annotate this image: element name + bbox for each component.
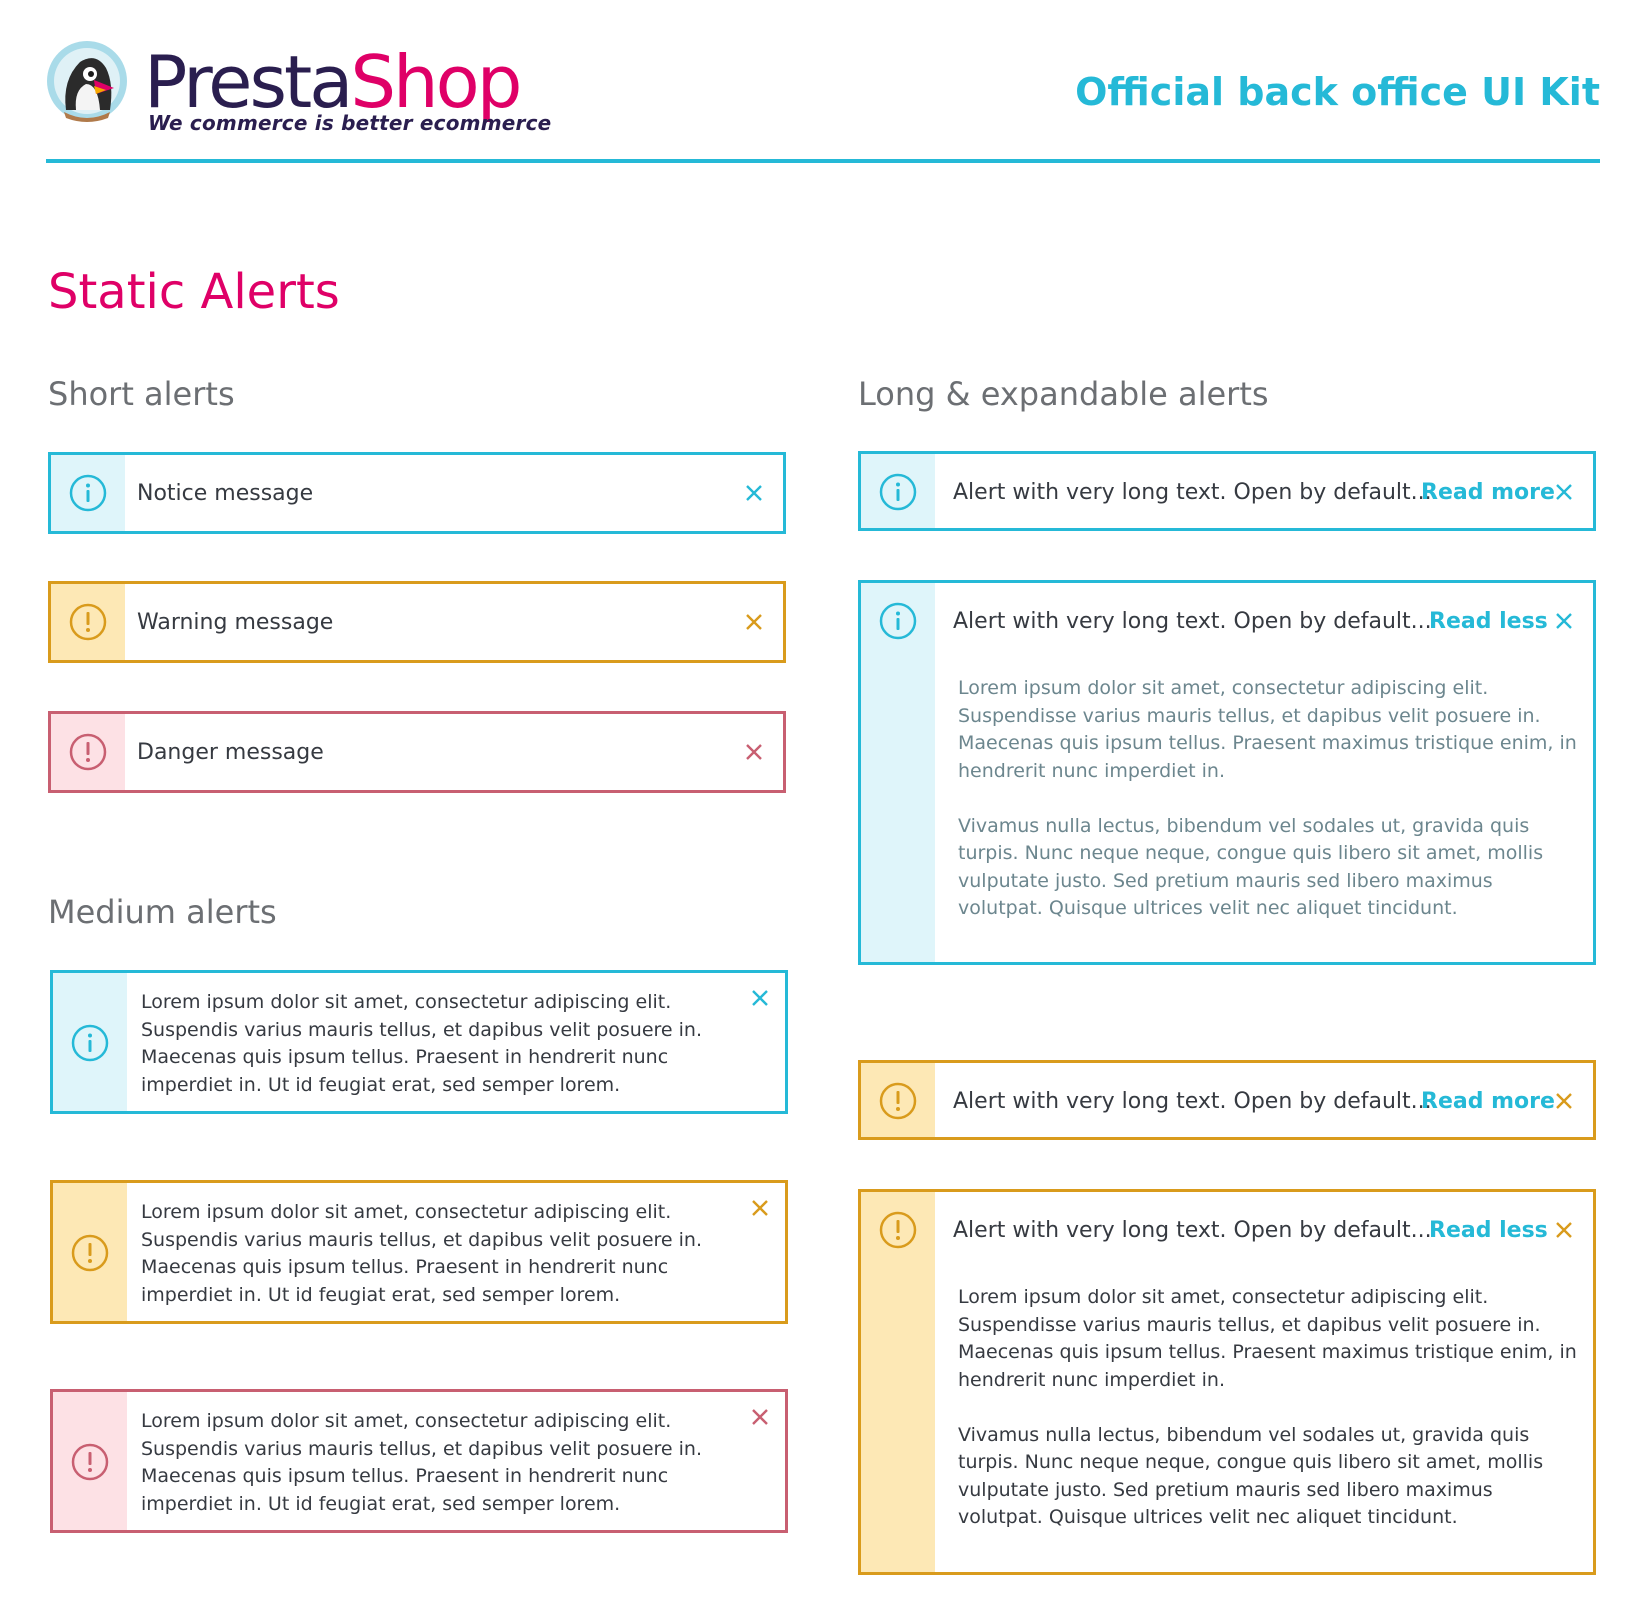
kit-title: Official back office UI Kit (1075, 70, 1600, 114)
header-divider (46, 159, 1600, 163)
section-title-medium: Medium alerts (48, 893, 277, 931)
alert-message: Lorem ipsum dolor sit amet, consectetur adipiscing elit. Suspendis varius mauris tellus, et dapibus velit posuere in. Maecenas quis ipsum tellus. Praesent in hendrerit nunc imperdiet in. Ut id feugiat erat, sed semper lorem. (141, 1201, 703, 1306)
close-icon[interactable] (749, 1197, 771, 1219)
alert-paragraph: Vivamus nulla lectus, bibendum vel sodales ut, gravida quis turpis. Nunc neque neque, congue quis libero sit amet, mollis vulputate justo. Sed pretium mauris sed libero maximus volutpat. Quisque ultrices velit nec aliquet tincidunt. (958, 1423, 1544, 1528)
alert-paragraph: Lorem ipsum dolor sit amet, consectetur adipiscing elit. Suspendisse varius mauris tellus, et dapibus velit posuere in. Maecenas quis ipsum tellus. Praesent maximus tristique enim, in hendrerit nunc imperdiet in. (958, 1286, 1577, 1391)
medium-alert-info (50, 970, 788, 1114)
brand-part-shop: Shop (350, 40, 520, 124)
close-icon[interactable] (1553, 1090, 1575, 1112)
close-icon[interactable] (743, 611, 765, 633)
short-alert-info (48, 452, 786, 534)
close-icon[interactable] (1553, 1219, 1575, 1241)
read-less-link[interactable]: Read less (1429, 1218, 1548, 1243)
header (46, 36, 1600, 164)
alert-summary: Alert with very long text. Open by default... (953, 480, 1432, 505)
long-alert-info-collapsed (858, 451, 1596, 531)
close-icon[interactable] (1553, 610, 1575, 632)
alert-message: Lorem ipsum dolor sit amet, consectetur adipiscing elit. Suspendis varius mauris tellus, et dapibus velit posuere in. Maecenas quis ipsum tellus. Praesent in hendrerit nunc imperdiet in. Ut id feugiat erat, sed semper lorem. (141, 1410, 703, 1515)
info-circle-icon (878, 601, 918, 641)
medium-alert-danger (50, 1389, 788, 1533)
alert-summary: Alert with very long text. Open by default... (953, 1218, 1432, 1243)
short-alert-danger (48, 711, 786, 793)
alert-paragraph: Lorem ipsum dolor sit amet, consectetur adipiscing elit. Suspendisse varius mauris tellus, et dapibus velit posuere in. Maecenas quis ipsum tellus. Praesent maximus tristique enim, in hendrerit nunc imperdiet in. (958, 677, 1577, 782)
info-circle-icon (68, 473, 108, 513)
exclamation-circle-icon (68, 602, 108, 642)
alert-summary: Alert with very long text. Open by default... (953, 1089, 1432, 1114)
medium-alert-warning (50, 1180, 788, 1324)
exclamation-circle-icon (70, 1233, 110, 1273)
exclamation-circle-icon (68, 732, 108, 772)
close-icon[interactable] (1553, 481, 1575, 503)
brand-part-presta: Presta (144, 40, 351, 124)
exclamation-circle-icon (878, 1210, 918, 1250)
prestashop-puffin-logo-icon (46, 40, 128, 122)
read-more-link[interactable]: Read more (1421, 480, 1555, 505)
long-alert-warning-collapsed (858, 1060, 1596, 1140)
alert-paragraph: Vivamus nulla lectus, bibendum vel sodales ut, gravida quis turpis. Nunc neque neque, congue quis libero sit amet, mollis vulputate justo. Sed pretium mauris sed libero maximus volutpat. Quisque ultrices velit nec aliquet tincidunt. (958, 814, 1544, 919)
close-icon[interactable] (743, 482, 765, 504)
info-circle-icon (878, 472, 918, 512)
long-alert-warning-expanded (858, 1189, 1596, 1575)
alert-message: Danger message (137, 740, 324, 765)
brand-tagline: We commerce is better ecommerce (148, 111, 552, 135)
alert-summary: Alert with very long text. Open by default... (953, 609, 1432, 634)
exclamation-circle-icon (878, 1081, 918, 1121)
read-more-link[interactable]: Read more (1421, 1089, 1555, 1114)
read-less-link[interactable]: Read less (1429, 609, 1548, 634)
alert-expanded-body (958, 675, 1578, 950)
long-alert-info-expanded (858, 580, 1596, 965)
alert-message: Lorem ipsum dolor sit amet, consectetur adipiscing elit. Suspendis varius mauris tellus, et dapibus velit posuere in. Maecenas quis ipsum tellus. Praesent in hendrerit nunc imperdiet in. Ut id feugiat erat, sed semper lorem. (141, 991, 703, 1096)
info-circle-icon (70, 1023, 110, 1063)
alert-message: Warning message (137, 610, 334, 635)
page-title: Static Alerts (48, 264, 340, 320)
close-icon[interactable] (743, 741, 765, 763)
close-icon[interactable] (749, 987, 771, 1009)
section-title-long: Long & expandable alerts (858, 375, 1269, 413)
exclamation-circle-icon (70, 1442, 110, 1482)
alert-expanded-body (958, 1284, 1578, 1559)
section-title-short: Short alerts (48, 375, 235, 413)
alert-message: Notice message (137, 481, 314, 506)
short-alert-warning (48, 581, 786, 663)
close-icon[interactable] (749, 1406, 771, 1428)
